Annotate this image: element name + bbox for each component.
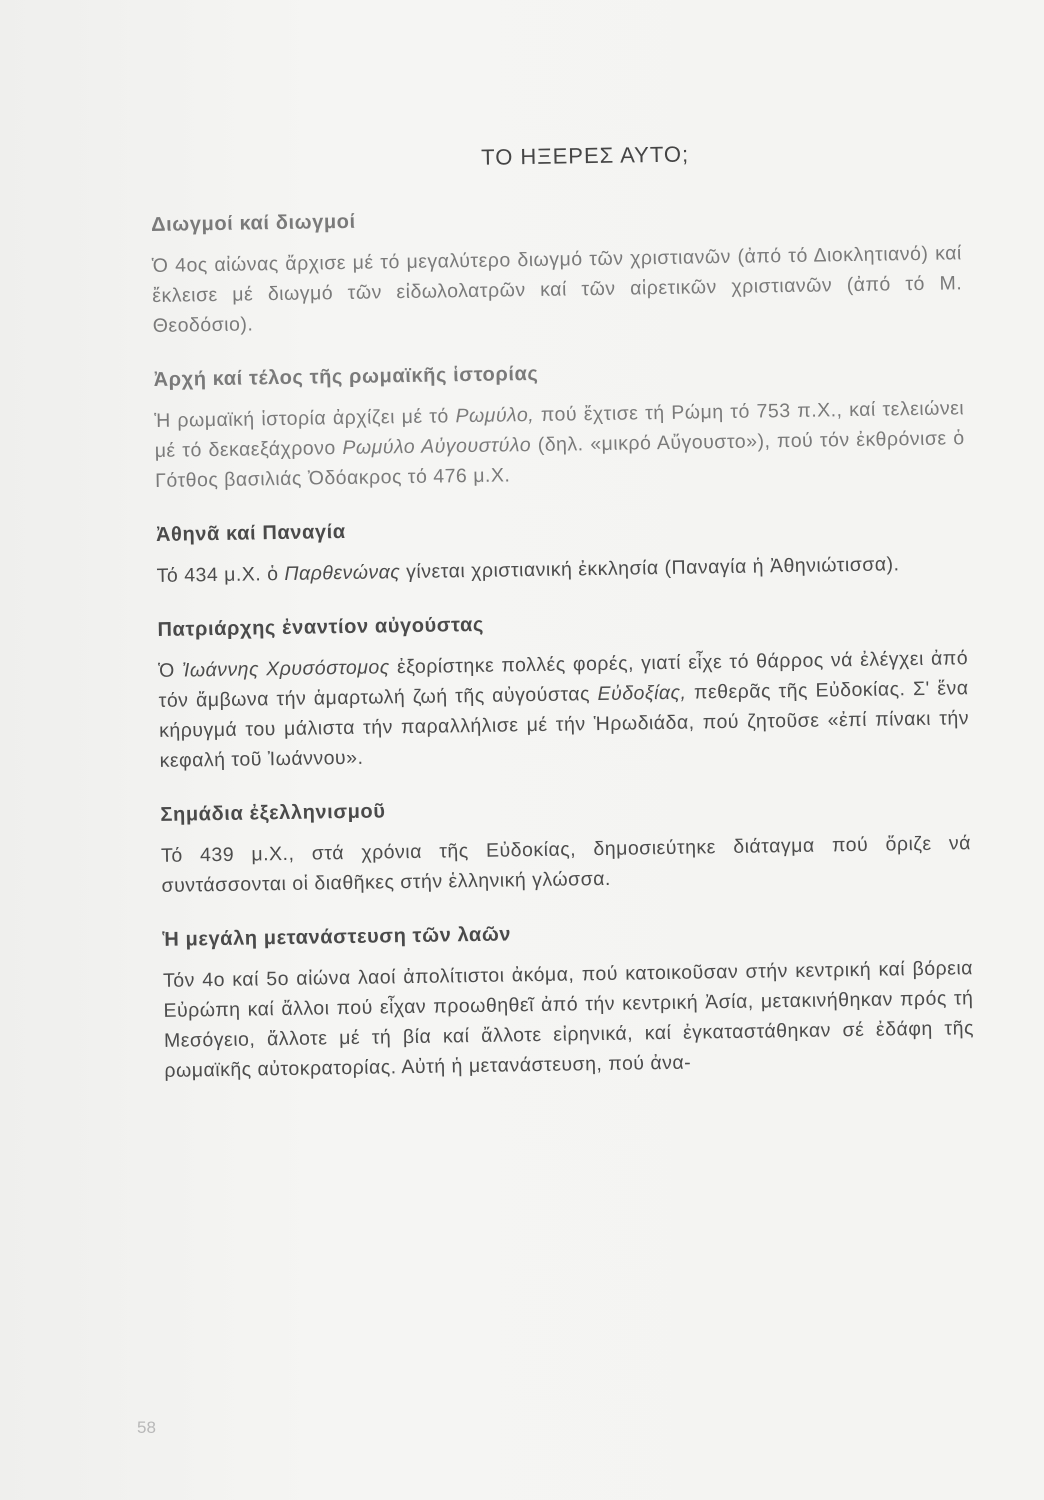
emphasis-text: Παρθενώνας bbox=[284, 561, 401, 585]
section-text bbox=[154, 393, 965, 496]
text-run: (δηλ. «μικρό Αὔγουστο»), πού τόν ἐκθρόνισε ὁ Γότθος βασιλιάς Ὀδόακρος τό 476 μ.Χ. bbox=[155, 427, 965, 492]
section-roman-history bbox=[153, 356, 965, 496]
page-title: ΤΟ ΗΞΕΡΕΣ ΑΥΤΟ; bbox=[480, 141, 690, 170]
section-text: Ὁ 4ος αἰώνας ἄρχισε μέ τό μεγαλύτερο διωγμό τῶν χριστιανῶν (ἀπό τό Διοκλητιανό) καί ἔκλεισε μέ διωγμό τῶν εἰδωλολατρῶν καί τῶν αἱρετικῶν χριστιανῶν (ἀπό τό Μ. Θεοδόσιο). bbox=[151, 242, 963, 337]
section-athena-panagia bbox=[156, 511, 967, 591]
text-run: Ἡ ρωμαϊκή ἱστορία ἀρχίζει μέ τό bbox=[154, 405, 456, 432]
page-content bbox=[150, 137, 975, 1114]
section-heading: Πατριάρχης ἐναντίον αὐγούστας bbox=[157, 613, 485, 641]
text-run: Τό 434 μ.Χ. ὁ bbox=[156, 562, 285, 587]
text-run: ἐξορίστηκε πολλές φορές, γιατί εἶχε τό θάρρος νά ἐλέγχει ἀπό τόν ἄμβωνα τήν ἁμαρτωλή ζωή τῆς αὐγούστας bbox=[158, 647, 969, 712]
section-text bbox=[158, 643, 970, 776]
section-text bbox=[156, 548, 966, 591]
emphasis-text: Ρωμύλο, bbox=[455, 403, 535, 428]
emphasis-text: Ἰωάννης Χρυσόστομος bbox=[181, 656, 390, 682]
section-heading: Διωγμοί καί διωγμοί bbox=[151, 210, 356, 236]
emphasis-text: Ρωμύλο Αὐγουστύλο bbox=[342, 434, 532, 460]
section-text: Τό 439 μ.Χ., στά χρόνια τῆς Εὐδοκίας, δημοσιεύτηκε διάταγμα πού ὅριζε νά συντάσσονται οἱ διαθῆκες στήν ἑλληνική γλώσσα. bbox=[160, 832, 972, 897]
page-number: 58 bbox=[137, 1418, 156, 1437]
section-heading: Σημάδια ἐξελληνισμοῦ bbox=[160, 800, 386, 826]
section-heading: Ἡ μεγάλη μετανάστευση τῶν λαῶν bbox=[162, 923, 512, 951]
text-run: γίνεται χριστιανική ἐκκλησία (Παναγία ἡ Ἀθηνιώτισσα). bbox=[400, 553, 900, 584]
section-heading: Ἀρχή καί τέλος τῆς ρωμαϊκῆς ἱστορίας bbox=[153, 362, 539, 391]
section-heading: Ἀθηνᾶ καί Παναγία bbox=[155, 520, 346, 546]
section-hellenization bbox=[160, 791, 971, 901]
section-patriarch bbox=[157, 606, 969, 776]
section-migration bbox=[162, 916, 974, 1086]
text-run: πού ἔχτισε τή Ρώμη τό 753 π.Χ., καί τελειώνει μέ τό δεκαεξάχρονο bbox=[154, 397, 965, 462]
emphasis-text: Εὐδοξίας, bbox=[597, 681, 687, 706]
section-persecutions bbox=[151, 201, 963, 341]
text-run: πεθερᾶς τῆς Εὐδοκίας. Σ' ἕνα κήρυγμά του μάλιστα τήν παραλλήλισε μέ τήν Ἡρωδιάδα, πού ζητοῦσε «ἐπί πίνακι τήν κεφαλή τοῦ Ἰωάννου». bbox=[158, 677, 970, 772]
text-run: Ὁ bbox=[158, 659, 183, 682]
section-text: Τόν 4ο καί 5ο αἰώνα λαοί ἀπολίτιστοι ἀκόμα, πού κατοικοῦσαν στήν κεντρική καί βόρεια Εὐρώπη καί ἄλλοι πού εἶχαν προωθηθεῖ ἀπό τήν κεντρική Ἀσία, μετακινήθηκαν πρός τή Μεσόγειο, ἄλλοτε μέ τή βία καί ἄλλοτε εἰρηνικά, καί ἐγκαταστάθηκαν σέ ἐδάφη τῆς ρωμαϊκῆς αὐτοκρατορίας. Αὐτή ἡ μετανάστευση, πού ἀνα- bbox=[162, 957, 975, 1082]
